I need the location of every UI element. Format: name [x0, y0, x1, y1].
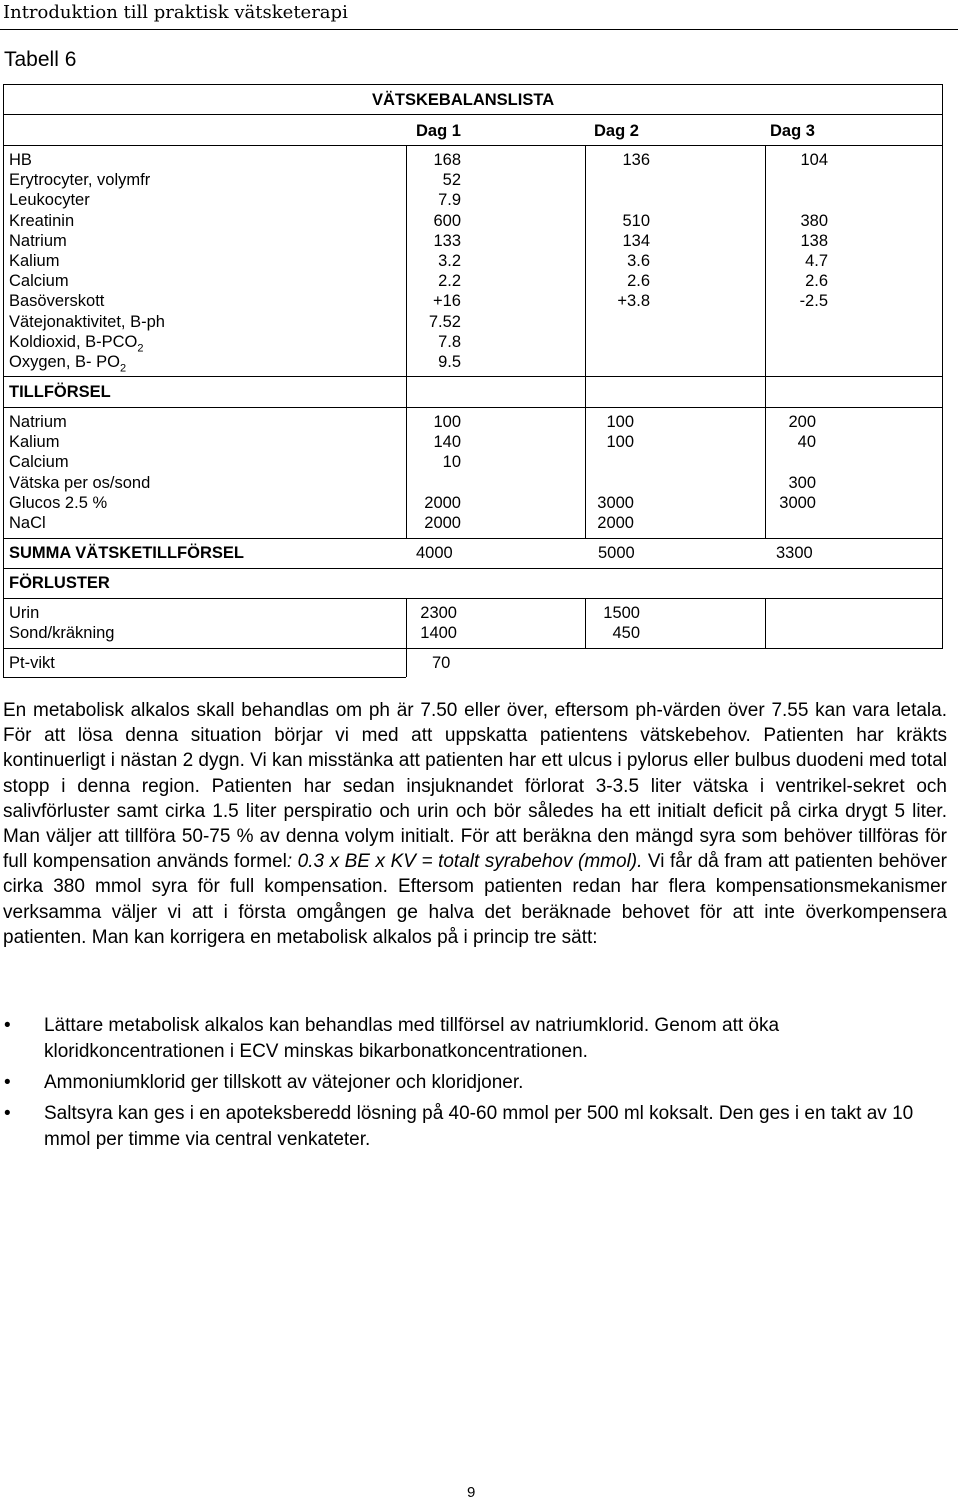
bullet-list	[0, 1013, 950, 1158]
table-rule	[3, 114, 943, 115]
table-rule	[3, 568, 943, 569]
tillforsel-label: Vätska per os/sond	[9, 473, 151, 492]
day-header: Dag 3	[770, 122, 815, 140]
lab-label: Basöverskott	[9, 292, 105, 311]
lab-value-day1: 7.8	[438, 332, 461, 351]
page-number: 9	[467, 1484, 476, 1501]
lab-label: Oxygen, B- $PO_2$	[9, 353, 127, 375]
tillforsel-label: Calcium	[9, 453, 69, 472]
forluster-value-day1: 1400	[420, 624, 457, 643]
formula: : 0.3 x BE x KV = totalt syrabehov (mmol).	[286, 851, 643, 873]
lab-label: Kalium	[9, 252, 60, 270]
running-header-title: Introduktion till praktisk vätsketerapi	[3, 2, 348, 23]
table-rule	[3, 677, 406, 678]
bullet-marker: •	[4, 1072, 11, 1093]
table-rule	[3, 84, 4, 677]
lab-value-day1: 7.52	[428, 312, 461, 331]
summa-day2: 5000	[598, 544, 635, 562]
tillforsel-value-day3: 3000	[779, 493, 816, 512]
tillforsel-value-day1: 100	[433, 413, 461, 431]
lab-label: Kreatinin	[9, 211, 75, 230]
lab-value-day1: 52	[442, 171, 461, 190]
tillforsel-label: NaCl	[9, 514, 46, 532]
table-rule	[3, 84, 943, 85]
table-rule	[3, 376, 943, 377]
lab-value-day3: 2.6	[805, 272, 828, 291]
section-label-tillforsel: TILLFÖRSEL	[9, 383, 111, 401]
forluster-label: Urin	[9, 604, 40, 622]
bullet-text: Saltsyra kan ges i en apoteksberedd lösning på 40-60 mmol per 500 ml koksalt. Den ges i en takt av 10 mmol per timme via central venkateter.	[44, 1103, 914, 1150]
ptvikt-value: 70	[432, 654, 451, 672]
lab-value-day2: 2.6	[627, 272, 650, 291]
lab-value-day2: 3.6	[627, 252, 650, 270]
tillforsel-label: Natrium	[9, 413, 67, 431]
subscript: 2	[137, 342, 144, 355]
lab-value-day2: 134	[622, 231, 650, 250]
body-paragraph	[3, 698, 947, 950]
body-text-part1: En metabolisk alkalos skall behandlas om ph är 7.50 eller över, eftersom ph-värden över 7.55 kan vara letala. För att lösa denna situation börjar vi med att uppskatta patientens vätskebehov. Patienten har kräkts kontinuerligt i nästan 2 dygn. Vi kan misstänka att patienten har ett ulcus i pylorus eller bulbus duodeni med total stopp i denna region. Patienten har sedan insjuknandet förlorat 3-3.5 liter vätska i ventrikel-sekret och salivförluster samt cirka 1.5 liter perspiratio och urin och bör således ha ett initialt deficit på cirka drygt 5 liter. Man väljer att tillföra 50-75 % av denna volym initialt. För att beräkna den mängd syra som behöver tillföras för full kompensation används formel	[3, 700, 947, 873]
table-caption: Tabell 6	[4, 48, 77, 71]
bullet-marker: •	[4, 1103, 11, 1124]
lab-label: HB	[9, 151, 32, 169]
section-label-forluster: FÖRLUSTER	[9, 574, 110, 592]
tillforsel-value-day1: 2000	[424, 493, 461, 512]
lab-label: Vätejonaktivitet, B-ph	[9, 312, 165, 331]
lab-value-day1: 600	[433, 211, 461, 230]
tillforsel-value-day2: 100	[606, 413, 634, 431]
tillforsel-value-day3: 200	[788, 413, 816, 431]
table-rule	[765, 598, 766, 648]
summa-day3: 3300	[776, 544, 813, 562]
lab-value-day3: 138	[800, 231, 828, 250]
table-rule	[3, 648, 943, 649]
lab-label: Natrium	[9, 231, 67, 250]
summa-day1: 4000	[416, 544, 453, 562]
forluster-value-day2: 1500	[603, 604, 640, 622]
fluid-balance-table	[0, 0, 960, 690]
lab-value-day2: 510	[622, 211, 650, 230]
lab-value-day2: +3.8	[617, 292, 650, 311]
day-header: Dag 1	[416, 122, 461, 140]
lab-value-day1: 9.5	[438, 353, 461, 371]
day-header: Dag 2	[594, 122, 639, 140]
lab-value-day3: 380	[800, 211, 828, 230]
tillforsel-value-day1: 10	[442, 453, 461, 472]
lab-label: Koldioxid, $B-PCO_2$	[9, 332, 144, 355]
tillforsel-value-day1: 140	[433, 433, 461, 452]
bullet-item	[0, 1070, 950, 1096]
tillforsel-value-day2: 100	[606, 433, 634, 452]
bullet-text: Lättare metabolisk alkalos kan behandlas med tillförsel av natriumklorid. Genom att öka kloridkoncentrationen i ECV minskas bikarbonatkoncentrationen.	[44, 1015, 780, 1062]
table-rule	[585, 145, 586, 538]
tillforsel-value-day1: 2000	[424, 514, 461, 532]
ptvikt-label: Pt-vikt	[9, 654, 55, 672]
table-rule	[942, 84, 943, 648]
table-rule	[3, 145, 943, 146]
lab-value-day2: 136	[622, 151, 650, 169]
bullet-item	[0, 1101, 950, 1153]
tillforsel-value-day3: 40	[797, 433, 816, 452]
lab-value-day3: 104	[800, 151, 828, 169]
lab-value-day3: 4.7	[805, 252, 828, 270]
lab-label: Erytrocyter, volymfr	[9, 171, 151, 190]
bullet-marker: •	[4, 1015, 11, 1036]
tillforsel-label: Kalium	[9, 433, 60, 452]
tillforsel-label: Glucos 2.5 %	[9, 493, 108, 512]
tillforsel-value-day2: 3000	[597, 493, 634, 512]
lab-label: Calcium	[9, 272, 69, 291]
table-rule	[3, 538, 943, 539]
lab-value-day1: 7.9	[438, 191, 461, 210]
summa-label: SUMMA VÄTSKETILLFÖRSEL	[9, 544, 244, 562]
table-rule	[3, 407, 943, 408]
tillforsel-value-day2: 2000	[597, 514, 634, 532]
lab-value-day1: 133	[433, 231, 461, 250]
bullet-item	[0, 1013, 950, 1065]
lab-value-day1: +16	[433, 292, 461, 311]
lab-value-day1: 168	[433, 151, 461, 169]
body-text-part2: Vi får då fram att patienten behöver cirka 380 mmol syra för full kompensation. Eftersom patienten redan har flera kompensationsmekanismer verksamma väljer vi att i första omgången ge halva det beräknade behovet för att inte överkompensera patienten. Man kan korrigera en metabolisk alkalos på i princip tre sätt:	[3, 851, 947, 948]
lab-value-day1: 3.2	[438, 252, 461, 270]
subscript: 2	[119, 362, 127, 375]
table-title: VÄTSKEBALANSLISTA	[372, 91, 555, 109]
tillforsel-value-day3: 300	[788, 473, 816, 492]
forluster-label: Sond/kräkning	[9, 624, 115, 643]
forluster-value-day1: 2300	[420, 604, 457, 622]
lab-value-day1: 2.2	[438, 272, 461, 291]
forluster-value-day2: 450	[612, 624, 640, 643]
bullet-text: Ammoniumklorid ger tillskott av vätejoner och kloridjoner.	[44, 1072, 524, 1093]
lab-label: Leukocyter	[9, 191, 90, 210]
lab-value-day3: -2.5	[799, 292, 828, 311]
table-rule	[3, 598, 943, 599]
